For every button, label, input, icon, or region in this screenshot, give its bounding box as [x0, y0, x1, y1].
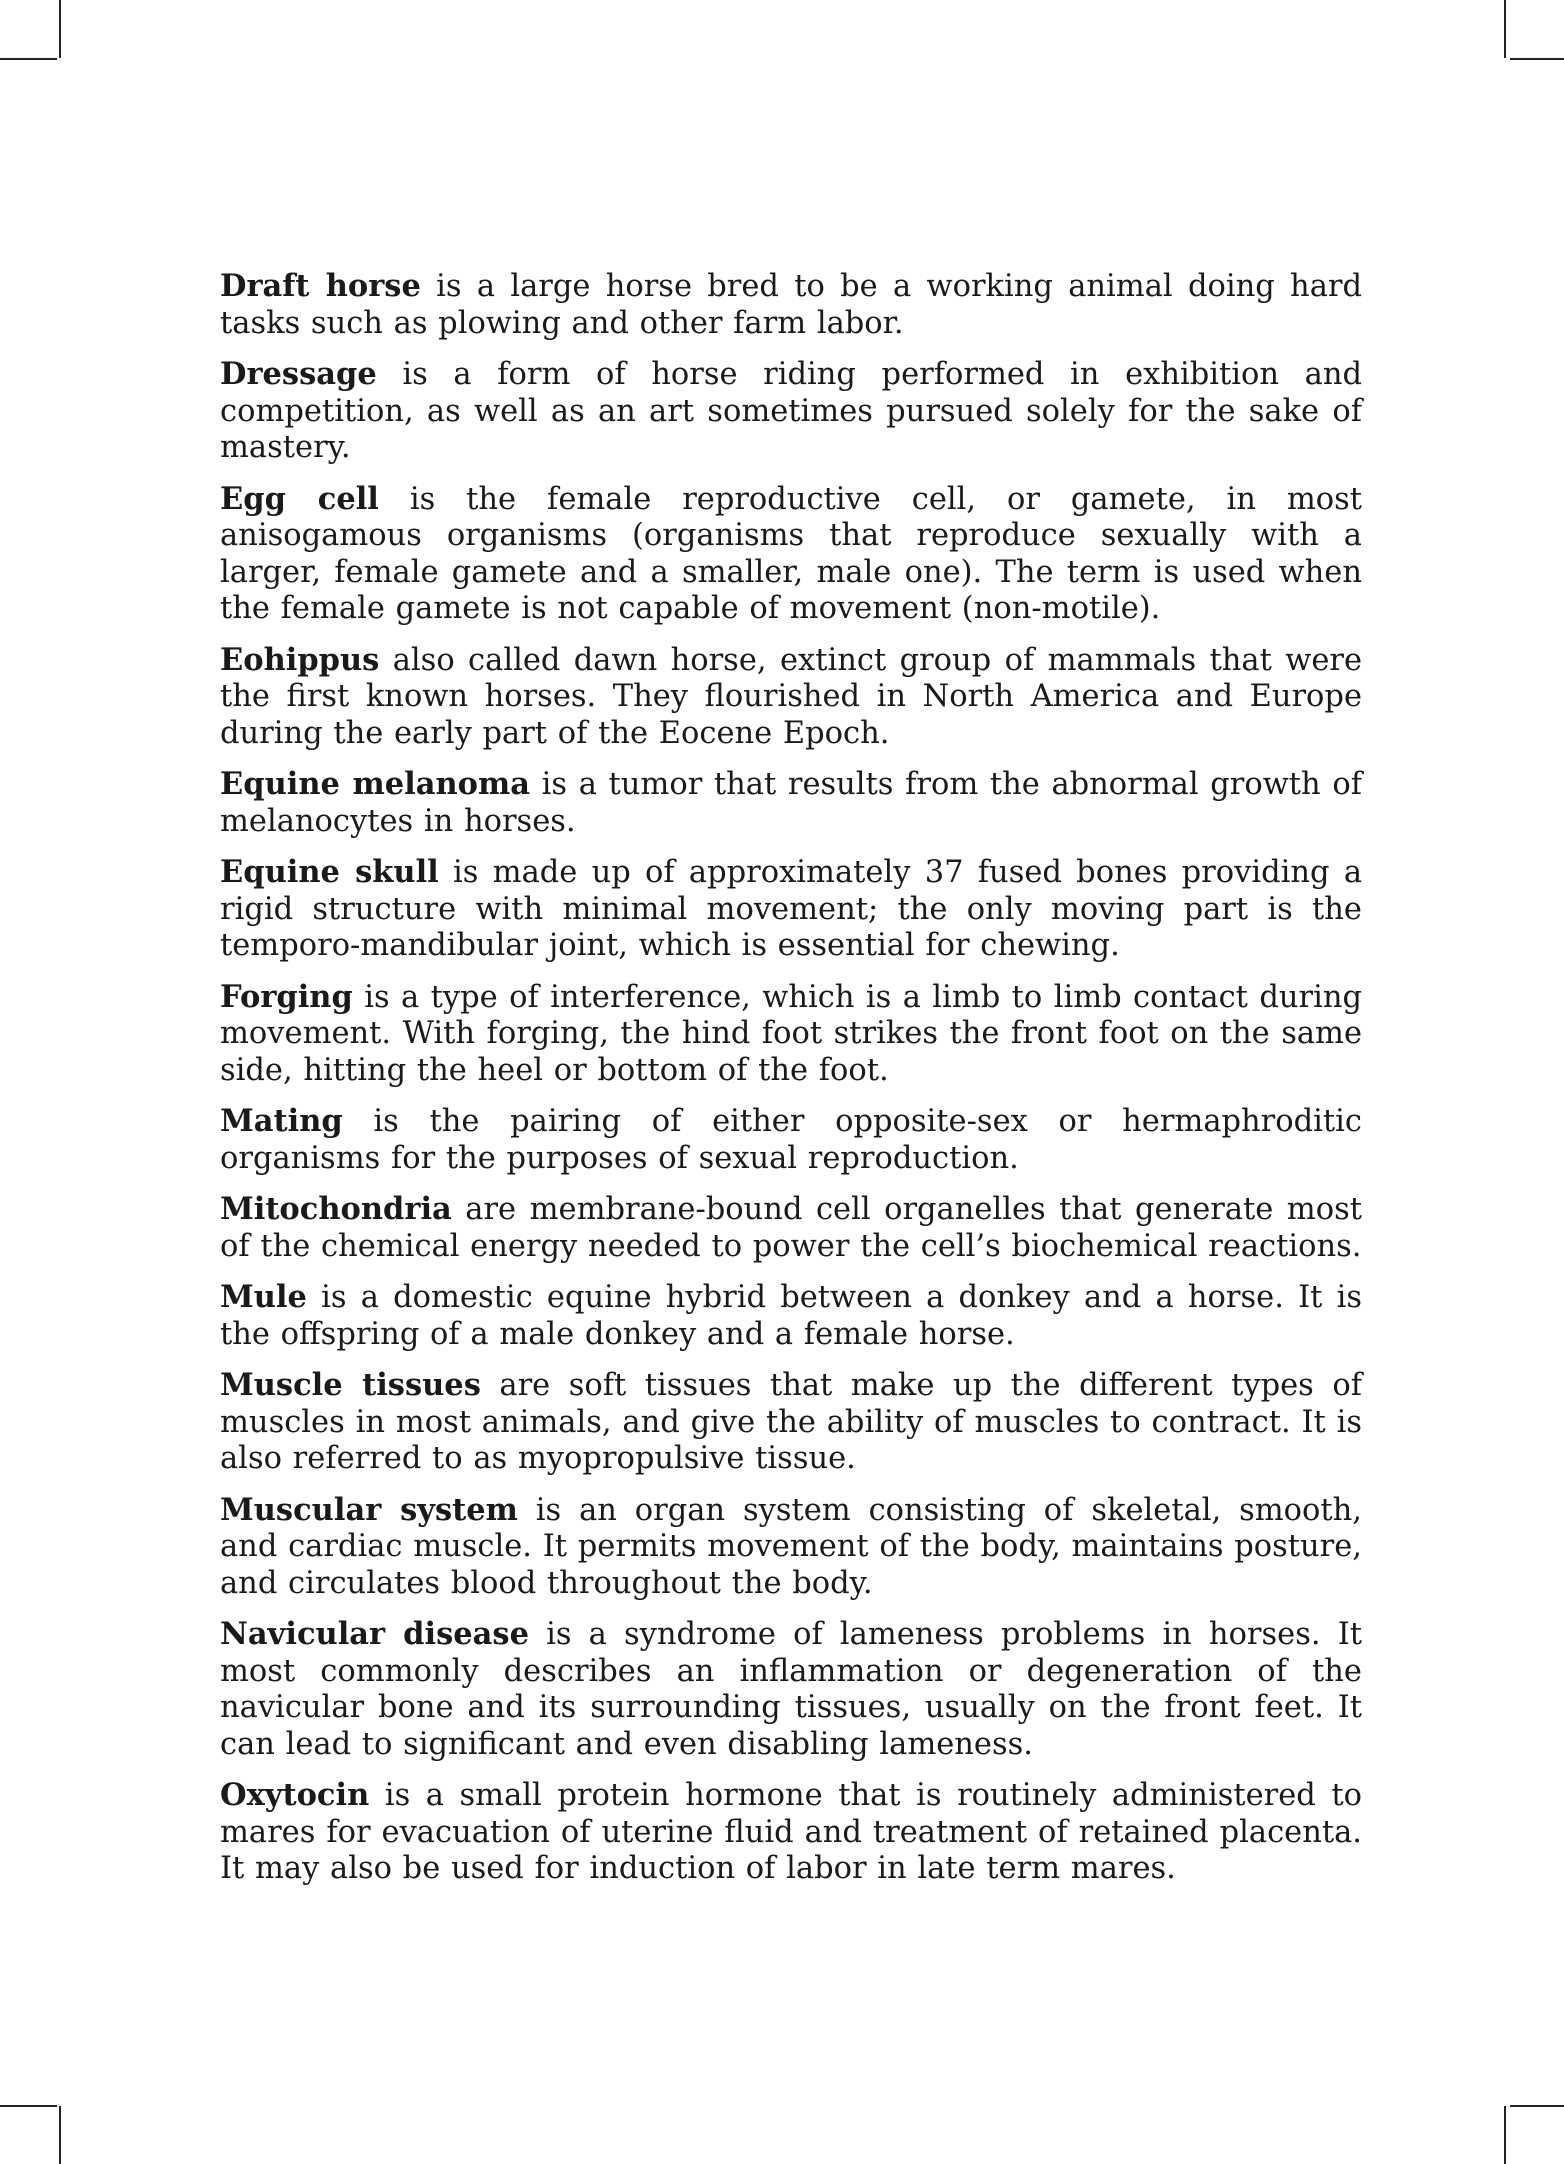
- glossary-term: Muscle tissues: [220, 1367, 481, 1403]
- glossary-entry-mule: [220, 1279, 1362, 1353]
- glossary-definition: is the pairing of either opposite-sex or hermaphroditic organisms for the purposes of sexual reproduction.: [220, 1104, 1362, 1176]
- glossary-definition: are soft tissues that make up the different types of muscles in most animals, and give the ability of muscles to contract. It is also referred to as myopropulsive tissue.: [220, 1368, 1362, 1476]
- glossary-definition: is a type of interference, which is a limb to limb contact during movement. With forging, the hind foot strikes the front foot on the same side, hitting the heel or bottom of the foot.: [220, 979, 1362, 1088]
- glossary-entry-mitochondria: [220, 1191, 1362, 1265]
- glossary-definition: is a form of horse riding performed in exhibition and competition, as well as an art sometimes pursued solely for the sake of mastery.: [220, 357, 1362, 465]
- glossary-definition: are membrane-bound cell organelles that generate most of the chemical energy needed to power the cell’s biochemical reactions.: [220, 1192, 1362, 1264]
- glossary-term: Draft horse: [220, 268, 421, 304]
- glossary-term: Dressage: [220, 356, 377, 392]
- glossary-entry-navicular-disease: [220, 1616, 1362, 1763]
- glossary-list: [220, 268, 1362, 1902]
- glossary-term: Equine melanoma: [220, 766, 531, 802]
- glossary-definition: is a domestic equine hybrid between a donkey and a horse. It is the offspring of a male donkey and a female horse.: [220, 1280, 1362, 1352]
- glossary-entry-muscular-system: [220, 1492, 1362, 1603]
- glossary-term: Navicular disease: [220, 1616, 529, 1652]
- crop-mark-top-right-horizontal: [1510, 58, 1564, 60]
- glossary-entry-oxytocin: [220, 1777, 1362, 1888]
- glossary-definition: is the female reproductive cell, or gamete, in most anisogamous organisms (organisms that reproduce sexually with a larger, female gamete and a smaller, male one). The term is used when the female gamete is not capable of movement (non-motile).: [220, 481, 1363, 626]
- glossary-entry-mating: [220, 1103, 1362, 1177]
- glossary-term: Forging: [220, 978, 353, 1015]
- glossary-entry-forging: [220, 979, 1362, 1090]
- glossary-definition: is a large horse bred to be a working animal doing hard tasks such as plowing and other farm labor.: [220, 269, 1362, 341]
- glossary-term: Mating: [220, 1103, 343, 1139]
- glossary-entry-draft-horse: [220, 268, 1362, 342]
- glossary-term: Equine skull: [220, 854, 439, 890]
- glossary-definition: is a tumor that results from the abnormal growth of melanocytes in horses.: [220, 767, 1362, 839]
- glossary-term: Eohippus: [220, 641, 380, 678]
- glossary-entry-equine-melanoma: [220, 766, 1362, 840]
- glossary-definition: is a syndrome of lameness problems in horses. It most commonly describes an inflammation or degeneration of the navicular bone and its surrounding tissues, usually on the front feet. It can lead to significant and even disabling lameness.: [220, 1617, 1362, 1762]
- crop-mark-bottom-left-horizontal: [0, 2105, 57, 2107]
- crop-mark-top-left-vertical: [59, 0, 61, 58]
- glossary-definition: is made up of approximately 37 fused bones providing a rigid structure with minimal movement; the only moving part is the temporo-mandibular joint, which is essential for chewing.: [220, 855, 1362, 963]
- glossary-definition: also called dawn horse, extinct group of mammals that were the first known horses. They flourished in North America and Europe during the early part of the Eocene Epoch.: [220, 642, 1362, 751]
- glossary-entry-muscle-tissues: [220, 1367, 1362, 1478]
- crop-mark-top-left-horizontal: [0, 58, 57, 60]
- crop-mark-bottom-right-vertical: [1504, 2106, 1506, 2164]
- glossary-term: Mule: [220, 1279, 307, 1315]
- glossary-entry-eohippus: [220, 642, 1362, 753]
- glossary-term: Oxytocin: [220, 1777, 370, 1813]
- glossary-entry-equine-skull: [220, 854, 1362, 965]
- glossary-entry-egg-cell: [220, 481, 1362, 628]
- glossary-term: Mitochondria: [220, 1191, 452, 1227]
- glossary-term: Egg cell: [220, 480, 379, 517]
- glossary-term: Muscular system: [220, 1491, 518, 1528]
- crop-mark-top-right-vertical: [1504, 0, 1506, 58]
- glossary-definition: is an organ system consisting of skeletal, smooth, and cardiac muscle. It permits movement of the body, maintains posture, and circulates blood throughout the body.: [220, 1492, 1362, 1601]
- glossary-entry-dressage: [220, 356, 1362, 467]
- crop-mark-bottom-right-horizontal: [1510, 2105, 1564, 2107]
- glossary-definition: is a small protein hormone that is routinely administered to mares for evacuation of uterine fluid and treatment of retained placenta. It may also be used for induction of labor in late term mares.: [220, 1778, 1362, 1886]
- crop-mark-bottom-left-vertical: [59, 2106, 61, 2164]
